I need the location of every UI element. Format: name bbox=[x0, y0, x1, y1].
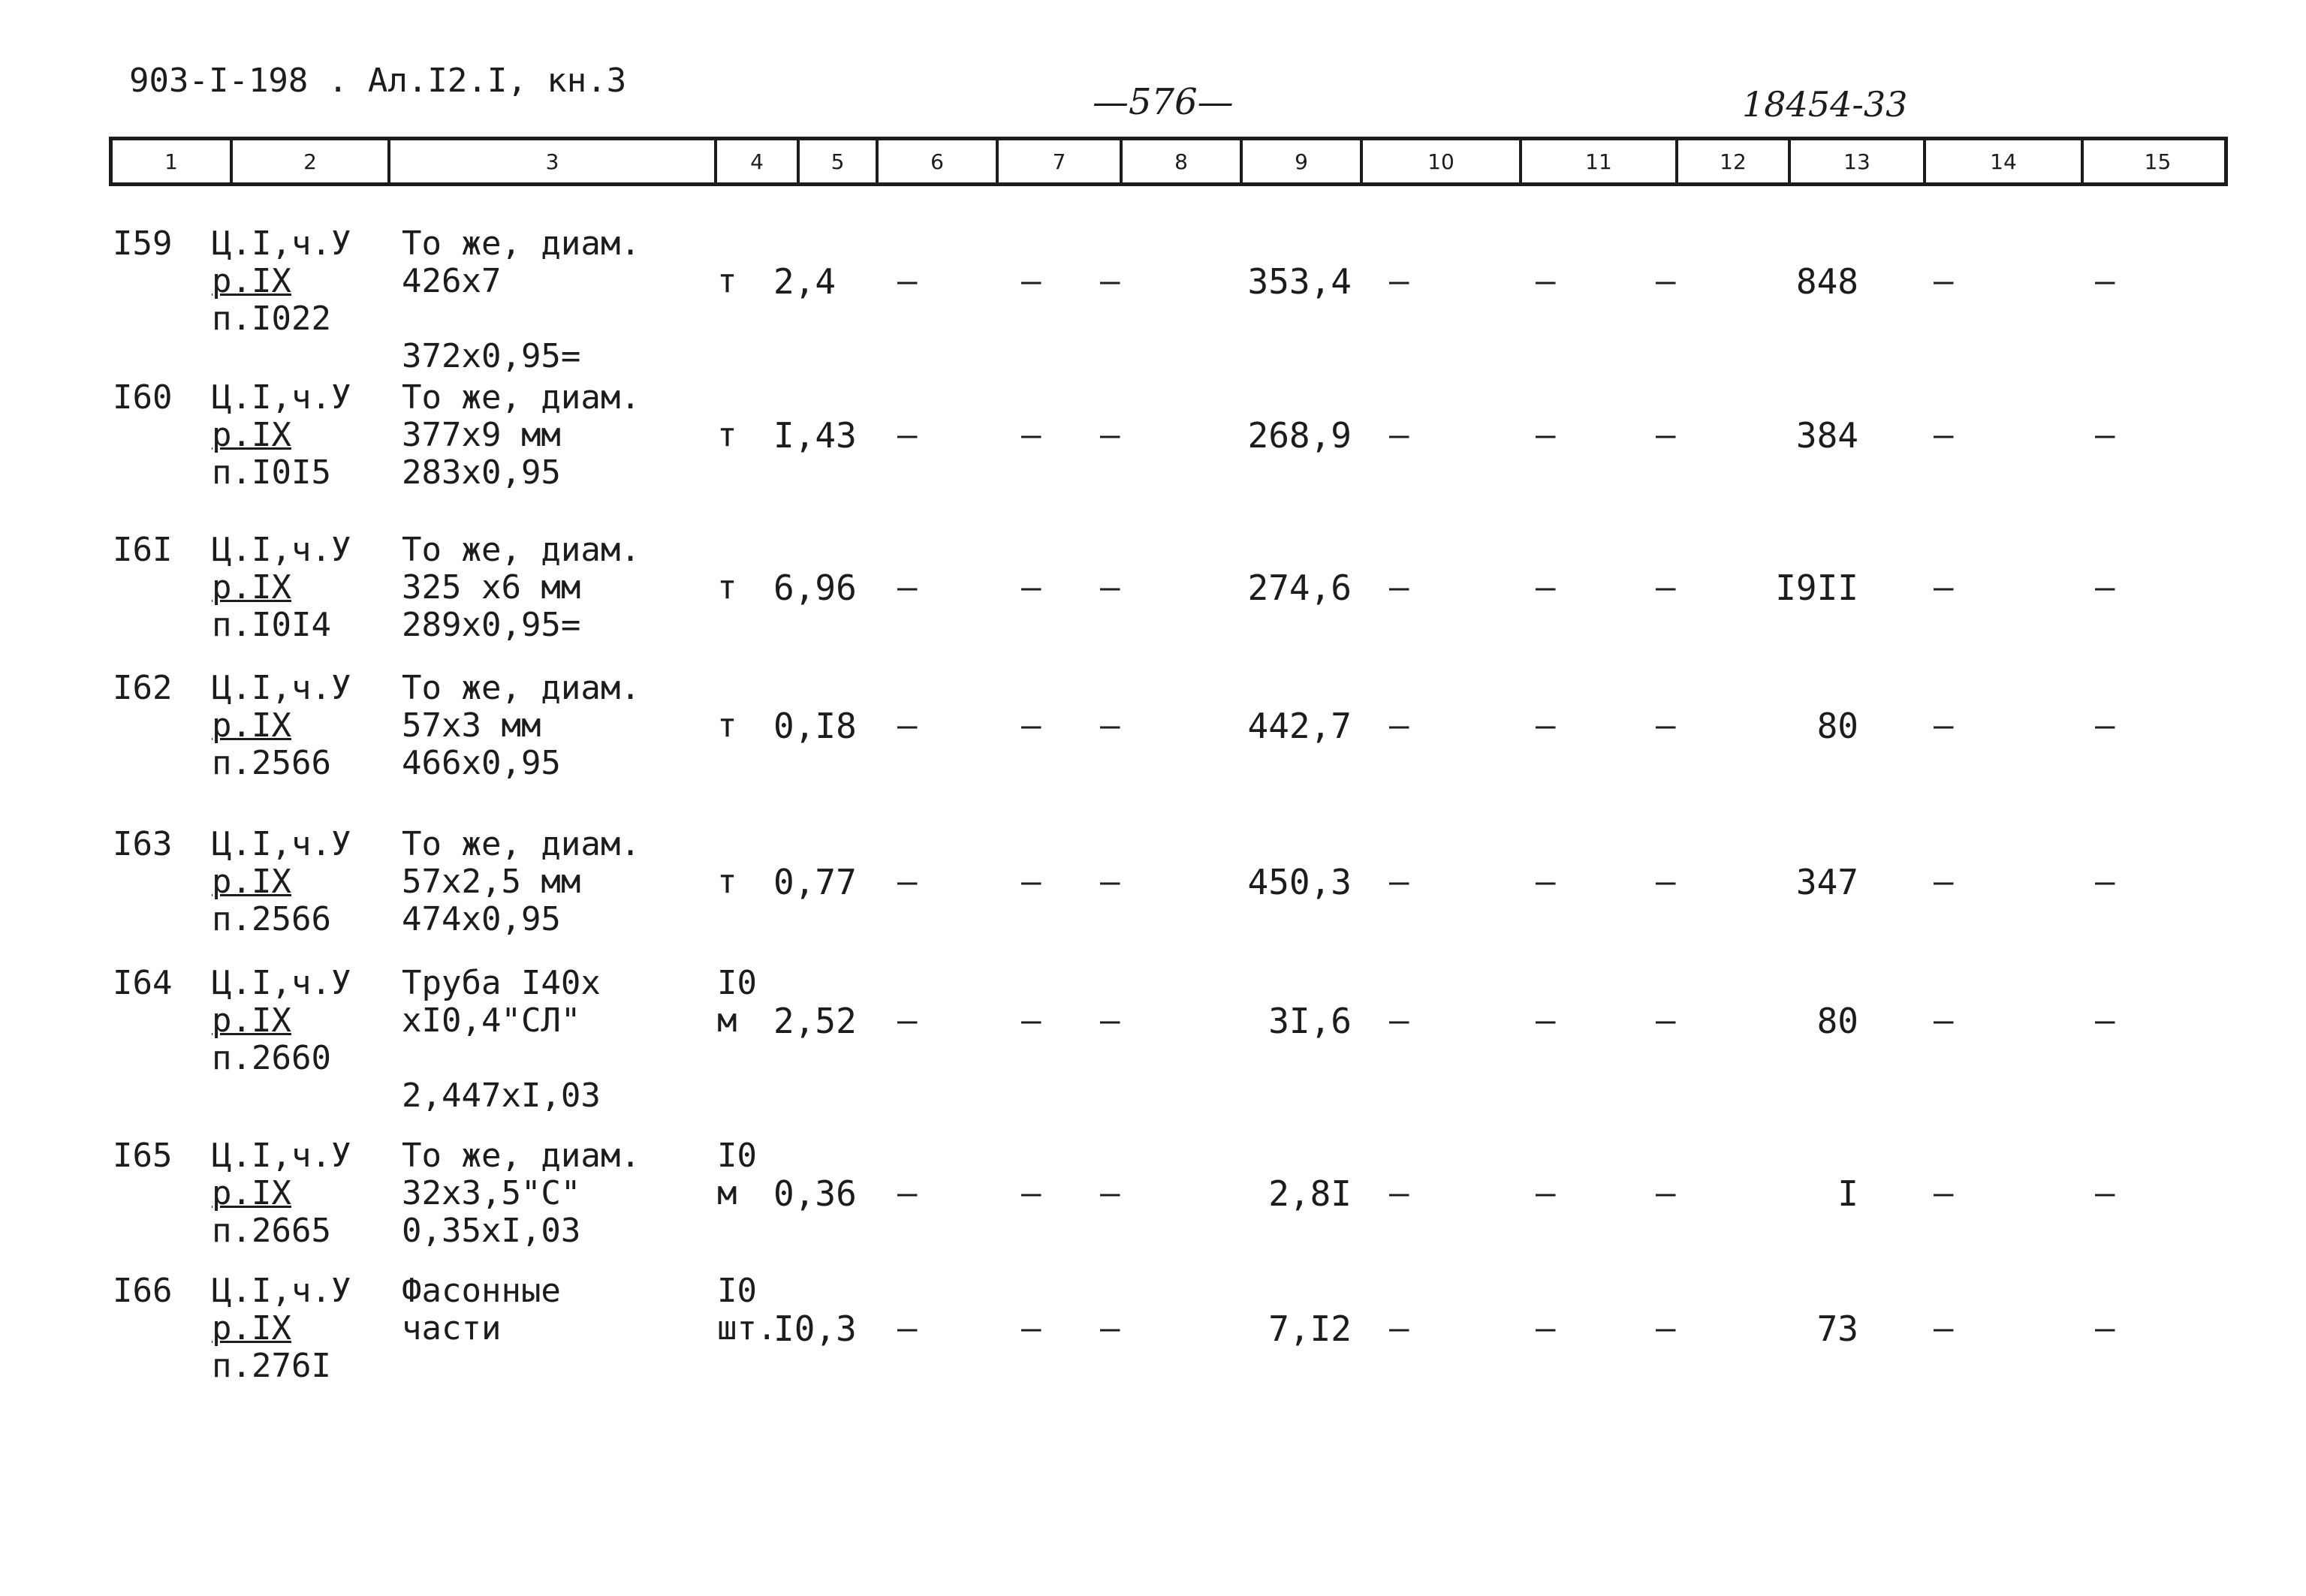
work-description-line: хI0,4"СЛ" bbox=[402, 1001, 581, 1040]
row-number: I66 bbox=[113, 1272, 173, 1310]
column-10-value: – bbox=[1389, 568, 1409, 607]
unit-of-measure-line: т bbox=[717, 706, 737, 745]
column-11-value: – bbox=[1536, 706, 1556, 745]
column-8-value: – bbox=[1100, 416, 1120, 454]
work-description bbox=[402, 531, 641, 644]
column-14-value: – bbox=[1934, 1001, 1954, 1040]
price-reference bbox=[212, 225, 351, 338]
column-7-value: – bbox=[1021, 1001, 1041, 1040]
price-reference bbox=[212, 670, 351, 782]
price-reference-line: р.IX bbox=[212, 1001, 291, 1040]
price-reference-line: п.I022 bbox=[212, 300, 331, 338]
quantity: I0,3 bbox=[773, 1308, 857, 1349]
row-number: I62 bbox=[113, 669, 173, 707]
column-10-value: – bbox=[1389, 706, 1409, 745]
price-reference bbox=[212, 1137, 351, 1250]
column-15-value: – bbox=[2095, 863, 2115, 901]
unit-of-measure bbox=[717, 1272, 776, 1348]
registration-stamp: 18454-33 bbox=[1742, 84, 1908, 125]
price-reference-line: Ц.I,ч.У bbox=[212, 531, 351, 569]
column-8-value: – bbox=[1100, 262, 1120, 300]
column-number-9: 9 bbox=[1243, 140, 1363, 182]
column-number-8: 8 bbox=[1123, 140, 1243, 182]
column-number-1: 1 bbox=[113, 140, 233, 182]
column-10-value: – bbox=[1389, 262, 1409, 300]
column-number-15: 15 bbox=[2144, 149, 2172, 174]
work-description bbox=[402, 826, 641, 938]
quantity: I,43 bbox=[773, 415, 857, 456]
price-reference-line: Ц.I,ч.У bbox=[212, 224, 351, 263]
row-number: I65 bbox=[113, 1137, 173, 1175]
work-description-line: То же, диам. bbox=[402, 531, 641, 569]
column-6-value: – bbox=[897, 262, 918, 300]
quantity: 6,96 bbox=[773, 568, 857, 608]
work-description bbox=[402, 1272, 561, 1348]
column-7-value: – bbox=[1021, 863, 1041, 901]
column-number-14: 14 bbox=[1926, 140, 2084, 182]
unit-of-measure-line: т bbox=[717, 416, 737, 454]
page-number: —576— bbox=[1093, 81, 1234, 123]
work-description-line: 474х0,95 bbox=[402, 900, 561, 938]
price-reference-line: п.2660 bbox=[212, 1039, 331, 1077]
column-11-value: – bbox=[1536, 1001, 1556, 1040]
row-number: I60 bbox=[113, 378, 173, 417]
unit-cost: 268,9 bbox=[1247, 415, 1352, 456]
price-reference bbox=[212, 379, 351, 492]
work-description-line bbox=[402, 300, 641, 338]
column-8-value: – bbox=[1100, 1174, 1120, 1212]
price-reference-line: р.IX bbox=[212, 863, 291, 901]
column-6-value: – bbox=[897, 706, 918, 745]
total-cost: 80 bbox=[1816, 1001, 1858, 1041]
work-description-line: Труба I40х bbox=[402, 964, 601, 1002]
column-number-5: 5 bbox=[800, 140, 879, 182]
unit-of-measure bbox=[717, 569, 737, 607]
column-14-value: – bbox=[1934, 568, 1954, 607]
work-description-line: 426х7 bbox=[402, 262, 502, 300]
column-10-value: – bbox=[1389, 1174, 1409, 1212]
unit-of-measure bbox=[717, 707, 737, 745]
unit-of-measure bbox=[717, 965, 757, 1040]
column-14-value: – bbox=[1934, 1174, 1954, 1212]
column-10-value: – bbox=[1389, 416, 1409, 454]
total-cost: 73 bbox=[1816, 1308, 1858, 1349]
price-reference bbox=[212, 531, 351, 644]
column-12-value: – bbox=[1656, 863, 1676, 901]
column-15-value: – bbox=[2095, 416, 2115, 454]
price-reference-line: Ц.I,ч.У bbox=[212, 669, 351, 707]
column-10-value: – bbox=[1389, 863, 1409, 901]
work-description-line: То же, диам. bbox=[402, 378, 641, 417]
price-reference-line: Ц.I,ч.У bbox=[212, 1272, 351, 1310]
work-description bbox=[402, 225, 641, 375]
unit-cost: 450,3 bbox=[1247, 862, 1352, 902]
total-cost: 80 bbox=[1816, 706, 1858, 746]
price-reference bbox=[212, 826, 351, 938]
price-reference-line: п.2566 bbox=[212, 900, 331, 938]
column-14-value: – bbox=[1934, 262, 1954, 300]
price-reference-line: р.IX bbox=[212, 706, 291, 745]
column-number-13: 13 bbox=[1791, 140, 1926, 182]
column-6-value: – bbox=[897, 1309, 918, 1348]
unit-of-measure bbox=[717, 863, 737, 901]
column-8-value: – bbox=[1100, 1309, 1120, 1348]
price-reference-line: Ц.I,ч.У bbox=[212, 825, 351, 863]
work-description-line: То же, диам. bbox=[402, 1137, 641, 1175]
quantity: 2,4 bbox=[773, 261, 836, 302]
total-cost: I bbox=[1837, 1173, 1858, 1214]
unit-cost: 2,8I bbox=[1268, 1173, 1352, 1214]
unit-cost: 7,I2 bbox=[1268, 1308, 1352, 1349]
unit-of-measure-line: I0 bbox=[717, 964, 757, 1002]
price-reference-line: Ц.I,ч.У bbox=[212, 378, 351, 417]
work-description bbox=[402, 670, 641, 782]
document-code: 903-I-198 . Ал.I2.I, кн.3 bbox=[129, 62, 627, 100]
work-description-line: 57х3 мм bbox=[402, 706, 541, 745]
price-reference-line: п.I0I4 bbox=[212, 606, 331, 644]
column-14-value: – bbox=[1934, 1309, 1954, 1348]
column-12-value: – bbox=[1656, 1309, 1676, 1348]
work-description-line: 283х0,95 bbox=[402, 453, 561, 492]
total-cost: 347 bbox=[1795, 862, 1858, 902]
unit-of-measure-line: м bbox=[717, 1001, 737, 1040]
unit-of-measure bbox=[717, 417, 737, 454]
work-description-line: 0,35хI,03 bbox=[402, 1212, 581, 1250]
column-number-12: 12 bbox=[1678, 140, 1791, 182]
unit-of-measure-line: т bbox=[717, 262, 737, 300]
work-description-line: 32х3,5"С" bbox=[402, 1174, 581, 1212]
column-number-7: 7 bbox=[999, 140, 1123, 182]
price-reference-line: Ц.I,ч.У bbox=[212, 964, 351, 1002]
column-12-value: – bbox=[1656, 1174, 1676, 1212]
work-description-line: части bbox=[402, 1309, 502, 1348]
unit-of-measure-line: т bbox=[717, 863, 737, 901]
column-15-value: – bbox=[2095, 1001, 2115, 1040]
work-description bbox=[402, 965, 601, 1115]
column-15-value: – bbox=[2095, 1309, 2115, 1348]
unit-of-measure-line: т bbox=[717, 568, 737, 607]
column-11-value: – bbox=[1536, 1174, 1556, 1212]
price-reference-line: р.IX bbox=[212, 1174, 291, 1212]
unit-of-measure bbox=[717, 263, 737, 300]
column-7-value: – bbox=[1021, 262, 1041, 300]
column-15-value: – bbox=[2095, 1174, 2115, 1212]
unit-of-measure bbox=[717, 1137, 757, 1212]
column-7-value: – bbox=[1021, 706, 1041, 745]
column-8-value: – bbox=[1100, 568, 1120, 607]
column-14-value: – bbox=[1934, 706, 1954, 745]
column-number-11: 11 bbox=[1522, 140, 1678, 182]
row-number: I59 bbox=[113, 224, 173, 263]
work-description-line: 466х0,95 bbox=[402, 744, 561, 782]
unit-cost: 442,7 bbox=[1247, 706, 1352, 746]
column-7-value: – bbox=[1021, 416, 1041, 454]
column-12-value: – bbox=[1656, 416, 1676, 454]
column-number-4: 4 bbox=[717, 140, 800, 182]
row-number: I64 bbox=[113, 964, 173, 1002]
column-7-value: – bbox=[1021, 1174, 1041, 1212]
column-11-value: – bbox=[1536, 568, 1556, 607]
column-number-10: 10 bbox=[1363, 140, 1522, 182]
work-description-line: 2,447хI,03 bbox=[402, 1077, 601, 1115]
column-number-3: 3 bbox=[390, 140, 717, 182]
quantity: 2,52 bbox=[773, 1001, 857, 1041]
unit-of-measure-line: I0 bbox=[717, 1272, 757, 1310]
column-10-value: – bbox=[1389, 1309, 1409, 1348]
quantity: 0,36 bbox=[773, 1173, 857, 1214]
column-15-value: – bbox=[2095, 568, 2115, 607]
column-11-value: – bbox=[1536, 863, 1556, 901]
column-6-value: – bbox=[897, 863, 918, 901]
column-8-value: – bbox=[1100, 1001, 1120, 1040]
column-12-value: – bbox=[1656, 706, 1676, 745]
price-reference bbox=[212, 1272, 351, 1385]
price-reference bbox=[212, 965, 351, 1077]
column-14-value: – bbox=[1934, 863, 1954, 901]
price-reference-line: р.IX bbox=[212, 262, 291, 300]
column-7-value: – bbox=[1021, 1309, 1041, 1348]
work-description-line: 57х2,5 мм bbox=[402, 863, 581, 901]
unit-cost: 3I,6 bbox=[1268, 1001, 1352, 1041]
column-7-value: – bbox=[1021, 568, 1041, 607]
work-description bbox=[402, 379, 641, 492]
work-description-line: 325 х6 мм bbox=[402, 568, 581, 607]
column-10-value: – bbox=[1389, 1001, 1409, 1040]
price-reference-line: р.IX bbox=[212, 568, 291, 607]
work-description-line: 289х0,95= bbox=[402, 606, 581, 644]
unit-of-measure-line: I0 bbox=[717, 1137, 757, 1175]
price-reference-line: Ц.I,ч.У bbox=[212, 1137, 351, 1175]
price-reference-line: п.2566 bbox=[212, 744, 331, 782]
work-description-line bbox=[402, 1040, 601, 1077]
price-reference-line: п.I0I5 bbox=[212, 453, 331, 492]
total-cost: 384 bbox=[1795, 415, 1858, 456]
work-description-line: Фасонные bbox=[402, 1272, 561, 1310]
unit-cost: 353,4 bbox=[1247, 261, 1352, 302]
price-reference-line: п.276I bbox=[212, 1347, 331, 1385]
work-description-line: То же, диам. bbox=[402, 825, 641, 863]
unit-cost: 274,6 bbox=[1247, 568, 1352, 608]
price-reference-line: п.2665 bbox=[212, 1212, 331, 1250]
column-11-value: – bbox=[1536, 262, 1556, 300]
total-cost: I9II bbox=[1775, 568, 1858, 608]
work-description-line: То же, диам. bbox=[402, 224, 641, 263]
row-number: I6I bbox=[113, 531, 173, 569]
unit-of-measure-line: м bbox=[717, 1174, 737, 1212]
column-number-2: 2 bbox=[233, 140, 390, 182]
unit-of-measure-line: шт. bbox=[717, 1309, 777, 1348]
quantity: 0,77 bbox=[773, 862, 857, 902]
total-cost: 848 bbox=[1795, 261, 1858, 302]
column-6-value: – bbox=[897, 1174, 918, 1212]
column-8-value: – bbox=[1100, 863, 1120, 901]
column-number-6: 6 bbox=[879, 140, 999, 182]
price-reference-line: р.IX bbox=[212, 1309, 291, 1348]
column-15-value: – bbox=[2095, 262, 2115, 300]
work-description-line: 377х9 мм bbox=[402, 416, 561, 454]
work-description bbox=[402, 1137, 641, 1250]
quantity: 0,I8 bbox=[773, 706, 857, 746]
row-number: I63 bbox=[113, 825, 173, 863]
column-6-value: – bbox=[897, 416, 918, 454]
column-8-value: – bbox=[1100, 706, 1120, 745]
column-14-value: – bbox=[1934, 416, 1954, 454]
column-12-value: – bbox=[1656, 262, 1676, 300]
column-6-value: – bbox=[897, 568, 918, 607]
work-description-line: То же, диам. bbox=[402, 669, 641, 707]
price-reference-line: р.IX bbox=[212, 416, 291, 454]
work-description-line: 372х0,95= bbox=[402, 337, 581, 375]
column-11-value: – bbox=[1536, 1309, 1556, 1348]
column-12-value: – bbox=[1656, 568, 1676, 607]
column-6-value: – bbox=[897, 1001, 918, 1040]
column-11-value: – bbox=[1536, 416, 1556, 454]
column-12-value: – bbox=[1656, 1001, 1676, 1040]
column-15-value: – bbox=[2095, 706, 2115, 745]
